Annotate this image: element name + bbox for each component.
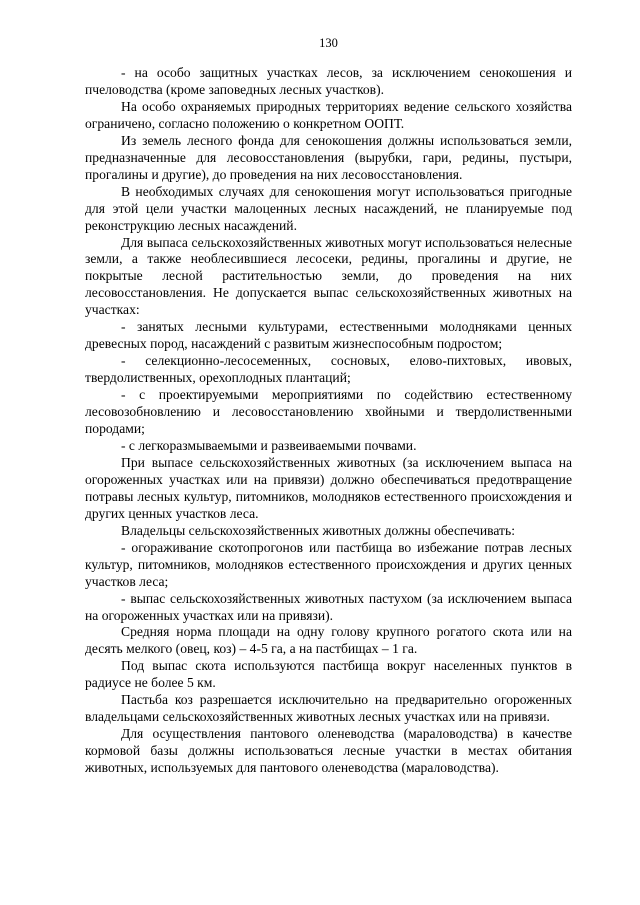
paragraph: - огораживание скотопрогонов или пастбища во избежание потрав лесных культур, питомников, молодняков естественного происхождения и других ценных участков леса; [85,539,572,589]
paragraph: Под выпас скота используются пастбища вокруг населенных пунктов в радиусе не более 5 км. [85,658,572,691]
paragraph: На особо охраняемых природных территориях ведение сельского хозяйства ограничено, согласно положению о конкретном ООПТ. [85,98,572,131]
paragraph: - занятых лесными культурами, естественными молодняками ценных древесных пород, насаждений с развитым жизнеспособным подростом; [85,319,572,352]
page-number: 130 [319,36,338,50]
paragraph: - выпас сельскохозяйственных животных пастухом (за исключением выпаса на огороженных участках или на привязи). [85,590,572,623]
paragraph: Для выпаса сельскохозяйственных животных могут использоваться нелесные земли, а также необлесившиеся лесосеки, редины, прогалины и другие, не покрытые лесной растительностью земли, до проведения на них лесовосстановления. Не допускается выпас сельскохозяйственных животных на участках: [85,234,572,318]
paragraph: В необходимых случаях для сенокошения могут использоваться пригодные для этой цели участки малоценных лесных насаждений, не планируемые под реконструкцию лесных насаждений. [85,183,572,233]
paragraph: - с проектируемыми мероприятиями по содействию естественному лесовозобновлению и лесовосстановлению хвойными и твердолиственными породами; [85,387,572,437]
paragraph: При выпасе сельскохозяйственных животных (за исключением выпаса на огороженных участках или на привязи) должно обеспечиваться предотвращение потравы лесных культур, питомников, молодняков естественного происхождения и других ценных участков леса. [85,454,572,521]
paragraph: - на особо защитных участках лесов, за исключением сенокошения и пчеловодства (кроме заповедных лесных участков). [85,65,572,97]
paragraph: Владельцы сельскохозяйственных животных должны обеспечивать: [121,522,515,538]
paragraph: Пастьба коз разрешается исключительно на предварительно огороженных владельцами сельскохозяйственных животных лесных участках или на привязи. [85,692,572,725]
paragraph: - селекционно-лесосеменных, сосновых, елово-пихтовых, ивовых, твердолиственных, орехоплодных плантаций; [85,353,572,386]
paragraph: Из земель лесного фонда для сенокошения должны использоваться земли, предназначенные для лесовосстановления (вырубки, гари, редины, пустыри, прогалины и другие), до проведения на них лесовосстановления. [85,132,572,182]
paragraph: Средняя норма площади на одну голову крупного рогатого скота или на десять мелкого (овец, коз) – 4-5 га, а на пастбищах – 1 га. [85,624,572,657]
paragraph: Для осуществления пантового оленеводства (мараловодства) в качестве кормовой базы должны использоваться лесные участки в местах обитания животных, используемых для пантового оленеводства (мараловодства). [85,726,572,776]
paragraph: - с легкоразмываемыми и развеиваемыми почвами. [121,437,417,453]
document-page [85,36,572,777]
